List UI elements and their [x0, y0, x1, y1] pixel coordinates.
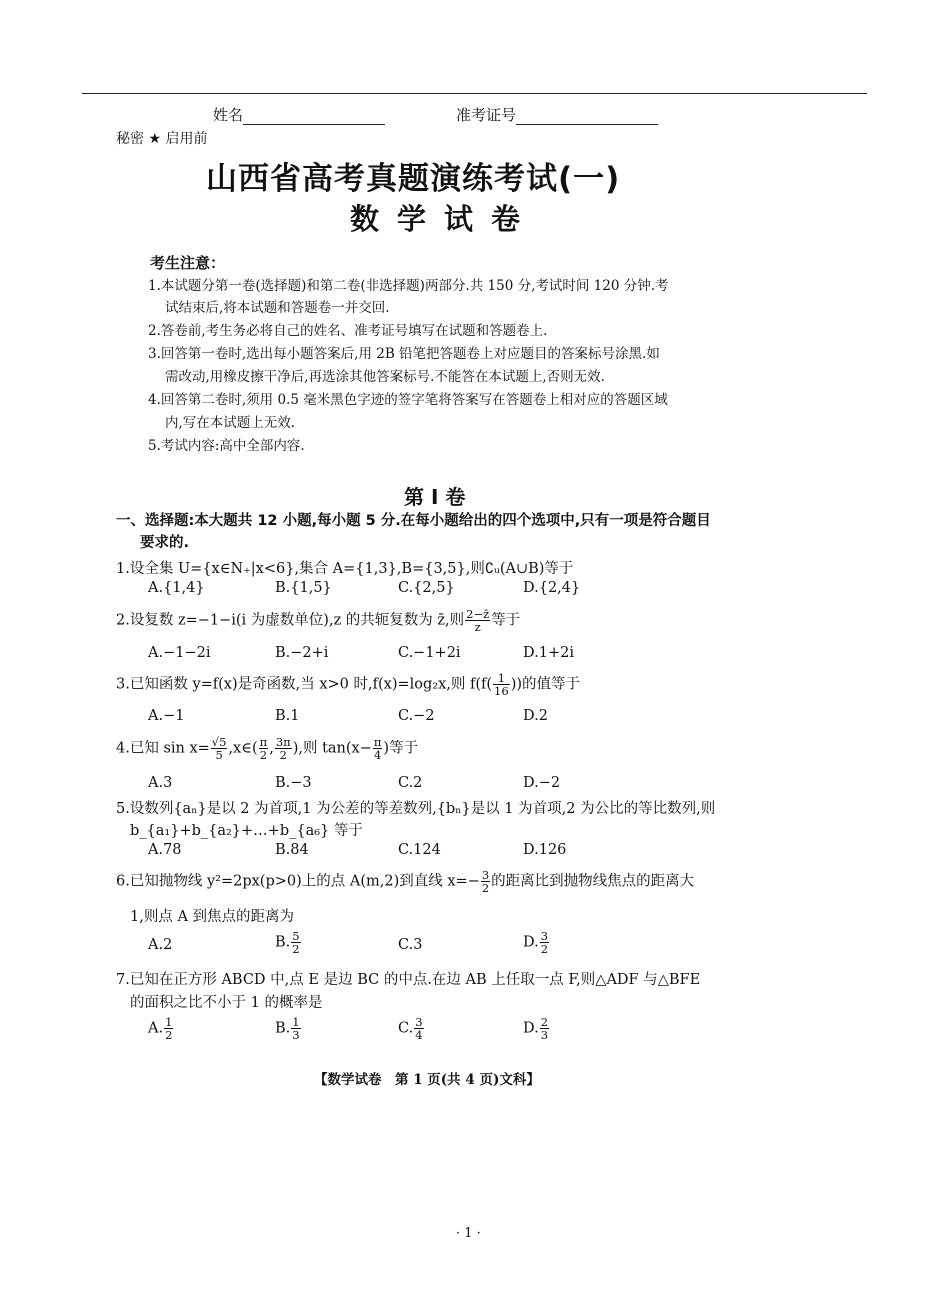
notice-heading: 考生注意：: [150, 254, 226, 272]
q4-fraction-3: [275, 736, 292, 761]
q6-b-den: 2: [292, 942, 300, 956]
q5-option-b: B.84: [275, 842, 309, 858]
q6-b-fraction: [291, 930, 300, 955]
q6-b-num: 5: [292, 929, 300, 943]
q6-d-fraction: [540, 930, 549, 955]
notice-item: 1.本试题分第一卷(选择题)和第二卷(非选择题)两部分.共 150 分,考试时间 120 分钟.考: [148, 278, 669, 294]
q6-stem-text: 6.已知抛物线 y²=2px(p>0)上的点 A(m,2)到直线 x=−: [116, 873, 480, 890]
q6-fraction: [481, 869, 490, 894]
q6-a-letter: A.: [148, 937, 164, 953]
q3-option-b: B.1: [275, 708, 300, 724]
q4-fraction-2: [259, 736, 269, 761]
q4-option-b: B.−3: [275, 775, 312, 791]
q7-b-den: 3: [292, 1028, 300, 1042]
q3-frac-den: 16: [494, 684, 509, 698]
q6-frac-num: 3: [481, 868, 490, 882]
secret-mark: 秘密 ★ 启用前: [116, 131, 208, 147]
q6-option-a: [148, 937, 172, 953]
q4-stem-c: ,: [269, 740, 274, 757]
question-3-stem: [116, 672, 580, 697]
q4-f2-num: π: [259, 735, 268, 749]
q2-stem-text: 2.设复数 z=−1−i(i 为虚数单位),z 的共轭复数为 z̄,则: [116, 612, 465, 629]
q7-b-num: 1: [292, 1015, 300, 1029]
q1-option-b: B.{1,5}: [275, 580, 332, 596]
q6-option-b: [275, 930, 302, 955]
q7-option-c: [398, 1016, 425, 1041]
q2-stem-tail: 等于: [491, 612, 521, 629]
page-footer: 【数学试卷 第 1 页(共 4 页)文科】: [314, 1072, 540, 1088]
q2-option-d: D.1+2i: [523, 645, 574, 661]
q3-option-a: A.−1: [148, 708, 185, 724]
q6-c-text: 3: [413, 937, 423, 953]
q7-option-b: [275, 1016, 302, 1041]
question-7-stem: 7.已知在正方形 ABCD 中,点 E 是边 BC 的中点.在边 AB 上任取一点 F,则△ADF 与△BFE: [116, 972, 701, 988]
question-4-stem: [116, 736, 418, 761]
question-5-stem: 5.设数列{aₙ}是以 2 为首项,1 为公差的等差数列,{bₙ}是以 1 为首项,2 为公比的等比数列,则: [116, 801, 716, 817]
question-1-stem: 1.设全集 U={x∈N₊|x<6},集合 A={1,3},B={3,5},则∁ᵤ(A∪B)等于: [116, 561, 574, 577]
page-subtitle: 数学试卷: [350, 202, 539, 236]
q3-fraction: [493, 672, 510, 697]
q1-option-d: D.{2,4}: [523, 580, 581, 596]
q3-stem-text: 3.已知函数 y=f(x)是奇函数,当 x>0 时,f(x)=log₂x,则 f(f(: [116, 676, 493, 693]
q4-f3-num: 3π: [275, 735, 291, 749]
q7-d-fraction: [540, 1016, 549, 1041]
q6-option-c: [398, 937, 422, 953]
exam-id-label: 准考证号: [456, 106, 517, 124]
question-6-stem: [116, 869, 694, 894]
q7-b-letter: B.: [275, 1020, 291, 1037]
q3-option-d: D.2: [523, 708, 548, 724]
question-7-stem-cont: 的面积之比不小于 1 的概率是: [130, 995, 323, 1011]
q4-f3-den: 2: [279, 748, 287, 762]
q4-stem-text: 4.已知 sin x=: [116, 740, 210, 757]
q4-fraction-1: [211, 736, 228, 761]
question-5-stem-cont: b_{a₁}+b_{a₂}+…+b_{a₆} 等于: [130, 823, 363, 839]
q4-f4-num: π: [373, 735, 382, 749]
q7-a-letter: A.: [148, 1020, 164, 1037]
q4-stem-d: ),则 tan(x−: [292, 740, 372, 757]
q4-f1-den: 5: [215, 748, 223, 762]
q7-a-fraction: [164, 1016, 173, 1041]
top-rule: [82, 93, 867, 94]
q7-b-fraction: [291, 1016, 300, 1041]
section-title: 第 Ⅰ 卷: [404, 485, 466, 509]
notice-item: 2.答卷前,考生务必将自己的姓名、准考证号填写在试题和答题卷上.: [148, 323, 548, 339]
question-2-stem: [116, 608, 520, 633]
notice-item: 试结束后,将本试题和答题卷一并交回.: [165, 300, 390, 316]
q7-d-den: 3: [540, 1028, 549, 1042]
question-6-stem-cont: 1,则点 A 到焦点的距离为: [130, 909, 295, 925]
notice-item: 3.回答第一卷时,选出每小题答案后,用 2B 铅笔把答题卷上对应题目的答案标号涂黑.如: [148, 346, 660, 362]
q4-option-d: D.−2: [523, 775, 561, 791]
q6-option-d: [523, 930, 550, 955]
q5-option-c: C.124: [398, 842, 441, 858]
q3-option-c: C.−2: [398, 708, 435, 724]
name-blank[interactable]: [243, 110, 385, 125]
notice-item: 5.考试内容:高中全部内容.: [148, 438, 305, 454]
q1-option-a: A.{1,4}: [148, 580, 205, 596]
q4-fraction-4: [373, 736, 383, 761]
q2-frac-den: z: [474, 620, 481, 634]
page-number: · 1 ·: [456, 1226, 481, 1241]
q6-a-text: 2: [163, 937, 173, 953]
page-title: 山西省高考真题演练考试(一): [206, 161, 621, 197]
q4-option-a: A.3: [148, 775, 173, 791]
q7-d-num: 2: [540, 1015, 549, 1029]
q4-f4-den: 4: [373, 748, 382, 762]
q3-stem-tail: ))的值等于: [510, 676, 581, 693]
exam-id-blank[interactable]: [516, 110, 658, 125]
q7-c-den: 4: [415, 1028, 423, 1042]
q7-d-letter: D.: [523, 1020, 539, 1037]
q7-a-num: 1: [165, 1015, 173, 1029]
q4-stem-b: ,x∈(: [228, 740, 258, 757]
q6-d-letter: D.: [523, 934, 539, 951]
notice-item: 需改动,用橡皮擦干净后,再选涂其他答案标号.不能答在本试题上,否则无效.: [165, 369, 605, 385]
exam-id-field: [456, 104, 658, 125]
q4-f1-num: √5: [211, 735, 227, 749]
q6-d-den: 2: [540, 942, 549, 956]
q5-option-d: D.126: [523, 842, 567, 858]
q7-c-fraction: [414, 1016, 423, 1041]
name-label: 姓名: [213, 106, 244, 124]
q7-option-a: [148, 1016, 174, 1041]
q1-option-c: C.{2,5}: [398, 580, 455, 596]
name-field: [213, 104, 385, 125]
q6-b-letter: B.: [275, 934, 291, 951]
section-instruction-cont: 要求的.: [140, 535, 190, 551]
q7-c-letter: C.: [398, 1020, 414, 1037]
q2-option-c: C.−1+2i: [398, 645, 461, 661]
q7-a-den: 2: [165, 1028, 173, 1042]
q6-frac-den: 2: [481, 881, 490, 895]
q6-c-letter: C.: [398, 937, 414, 953]
q2-frac-num: 2−z̄: [466, 607, 490, 621]
q2-fraction: [465, 608, 490, 633]
q6-stem-tail: 的距离比到抛物线焦点的距离大: [491, 873, 695, 890]
q5-option-a: A.78: [148, 842, 182, 858]
notice-item: 内,写在本试题上无效.: [165, 415, 296, 431]
q2-option-b: B.−2+i: [275, 645, 329, 661]
q2-option-a: A.−1−2i: [148, 645, 211, 661]
q4-option-c: C.2: [398, 775, 423, 791]
q4-stem-e: )等于: [383, 740, 419, 757]
q7-option-d: [523, 1016, 550, 1041]
notice-item: 4.回答第二卷时,须用 0.5 毫米黑色字迹的签字笔将答案写在答题卷上相对应的答题区域: [148, 392, 668, 408]
q3-frac-num: 1: [493, 672, 510, 685]
section-instruction: 一、选择题:本大题共 12 小题,每小题 5 分.在每小题给出的四个选项中,只有一项是符合题目: [116, 513, 711, 529]
q7-c-num: 3: [415, 1015, 423, 1029]
q4-f2-den: 2: [259, 748, 268, 762]
q6-d-num: 3: [540, 929, 549, 943]
